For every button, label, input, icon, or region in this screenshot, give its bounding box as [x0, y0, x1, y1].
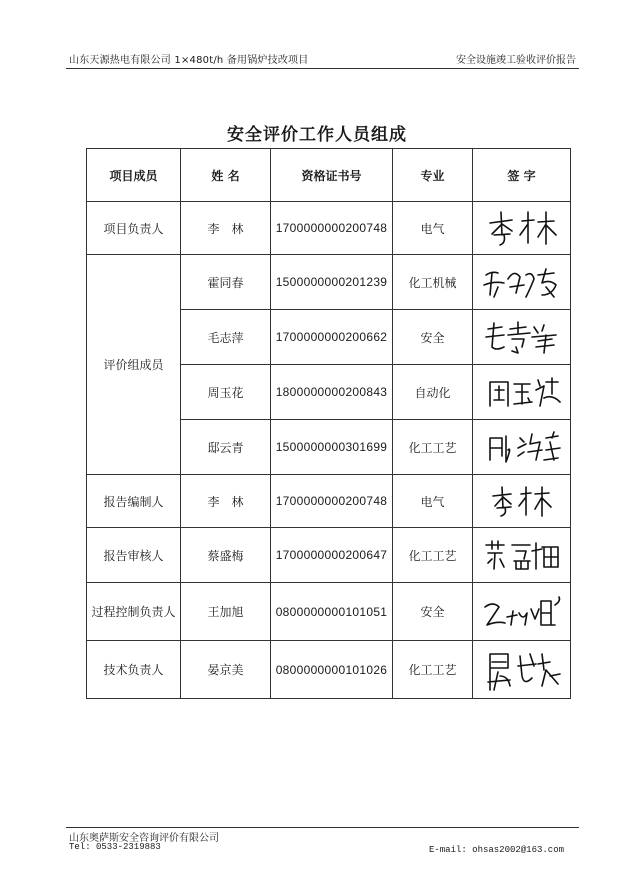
major-cell: 化工工艺	[393, 420, 473, 475]
handwritten-signature	[482, 207, 562, 249]
header-divider	[66, 68, 579, 69]
col-header-role: 项目成员	[87, 149, 181, 202]
name-cell: 晏京美	[181, 641, 271, 699]
major-cell: 化工工艺	[393, 528, 473, 583]
table-row	[87, 475, 571, 528]
cert-cell: 1700000000200662	[271, 310, 393, 365]
footer-divider	[66, 827, 579, 828]
role-cell: 评价组成员	[87, 255, 181, 475]
footer-email: E-mail: ohsas2002@163.com	[428, 845, 564, 855]
table-row	[87, 528, 571, 583]
name-cell: 周玉花	[181, 365, 271, 420]
table-header-row	[87, 149, 571, 202]
cert-cell: 1500000000301699	[271, 420, 393, 475]
handwritten-signature	[479, 591, 565, 633]
signature-cell	[473, 310, 571, 365]
col-header-cert: 资格证书号	[271, 149, 393, 202]
handwritten-signature	[480, 535, 564, 575]
signature-cell	[473, 583, 571, 641]
signature-cell	[473, 365, 571, 420]
name-cell: 蔡盛梅	[181, 528, 271, 583]
role-cell: 过程控制负责人	[87, 583, 181, 641]
handwritten-signature	[482, 426, 562, 468]
name-cell: 李 林	[181, 475, 271, 528]
col-header-name: 姓 名	[181, 149, 271, 202]
major-cell: 化工机械	[393, 255, 473, 310]
major-cell: 化工工艺	[393, 641, 473, 699]
major-cell: 电气	[393, 475, 473, 528]
name-cell: 邸云青	[181, 420, 271, 475]
page-title: 安全评价工作人员组成	[227, 125, 407, 145]
role-cell: 项目负责人	[87, 202, 181, 255]
cert-cell: 1700000000200748	[271, 202, 393, 255]
role-cell: 报告编制人	[87, 475, 181, 528]
col-header-signature: 签 字	[473, 149, 571, 202]
name-cell: 李 林	[181, 202, 271, 255]
table-row	[87, 255, 571, 310]
handwritten-signature	[482, 317, 562, 357]
footer-company: 山东奥萨斯安全咨询评价有限公司	[69, 833, 219, 844]
cert-cell: 1800000000200843	[271, 365, 393, 420]
table-row	[87, 202, 571, 255]
role-cell: 报告审核人	[87, 528, 181, 583]
cert-cell: 1700000000200748	[271, 475, 393, 528]
name-cell: 毛志萍	[181, 310, 271, 365]
name-cell: 王加旭	[181, 583, 271, 641]
table-row	[87, 583, 571, 641]
handwritten-signature	[480, 646, 564, 694]
footer-phone: Tel: 0533-2319883	[69, 842, 161, 852]
header-project-name: 山东天源热电有限公司 1×480t/h 备用锅炉技改项目	[69, 55, 309, 66]
major-cell: 自动化	[393, 365, 473, 420]
header-report-type: 安全设施竣工验收评价报告	[456, 55, 576, 66]
signature-cell	[473, 420, 571, 475]
major-cell: 安全	[393, 583, 473, 641]
major-cell: 电气	[393, 202, 473, 255]
role-cell: 技术负责人	[87, 641, 181, 699]
cert-cell: 1700000000200647	[271, 528, 393, 583]
signature-cell	[473, 255, 571, 310]
col-header-major: 专业	[393, 149, 473, 202]
signature-cell	[473, 528, 571, 583]
handwritten-signature	[487, 482, 557, 520]
major-cell: 安全	[393, 310, 473, 365]
cert-cell: 1500000000201239	[271, 255, 393, 310]
table-row	[87, 641, 571, 699]
signature-cell	[473, 475, 571, 528]
cert-cell: 0800000000101026	[271, 641, 393, 699]
staff-table	[86, 148, 571, 699]
handwritten-signature	[480, 261, 564, 303]
signature-cell	[473, 202, 571, 255]
cert-cell: 0800000000101051	[271, 583, 393, 641]
signature-cell	[473, 641, 571, 699]
name-cell: 霍同春	[181, 255, 271, 310]
handwritten-signature	[482, 372, 562, 412]
